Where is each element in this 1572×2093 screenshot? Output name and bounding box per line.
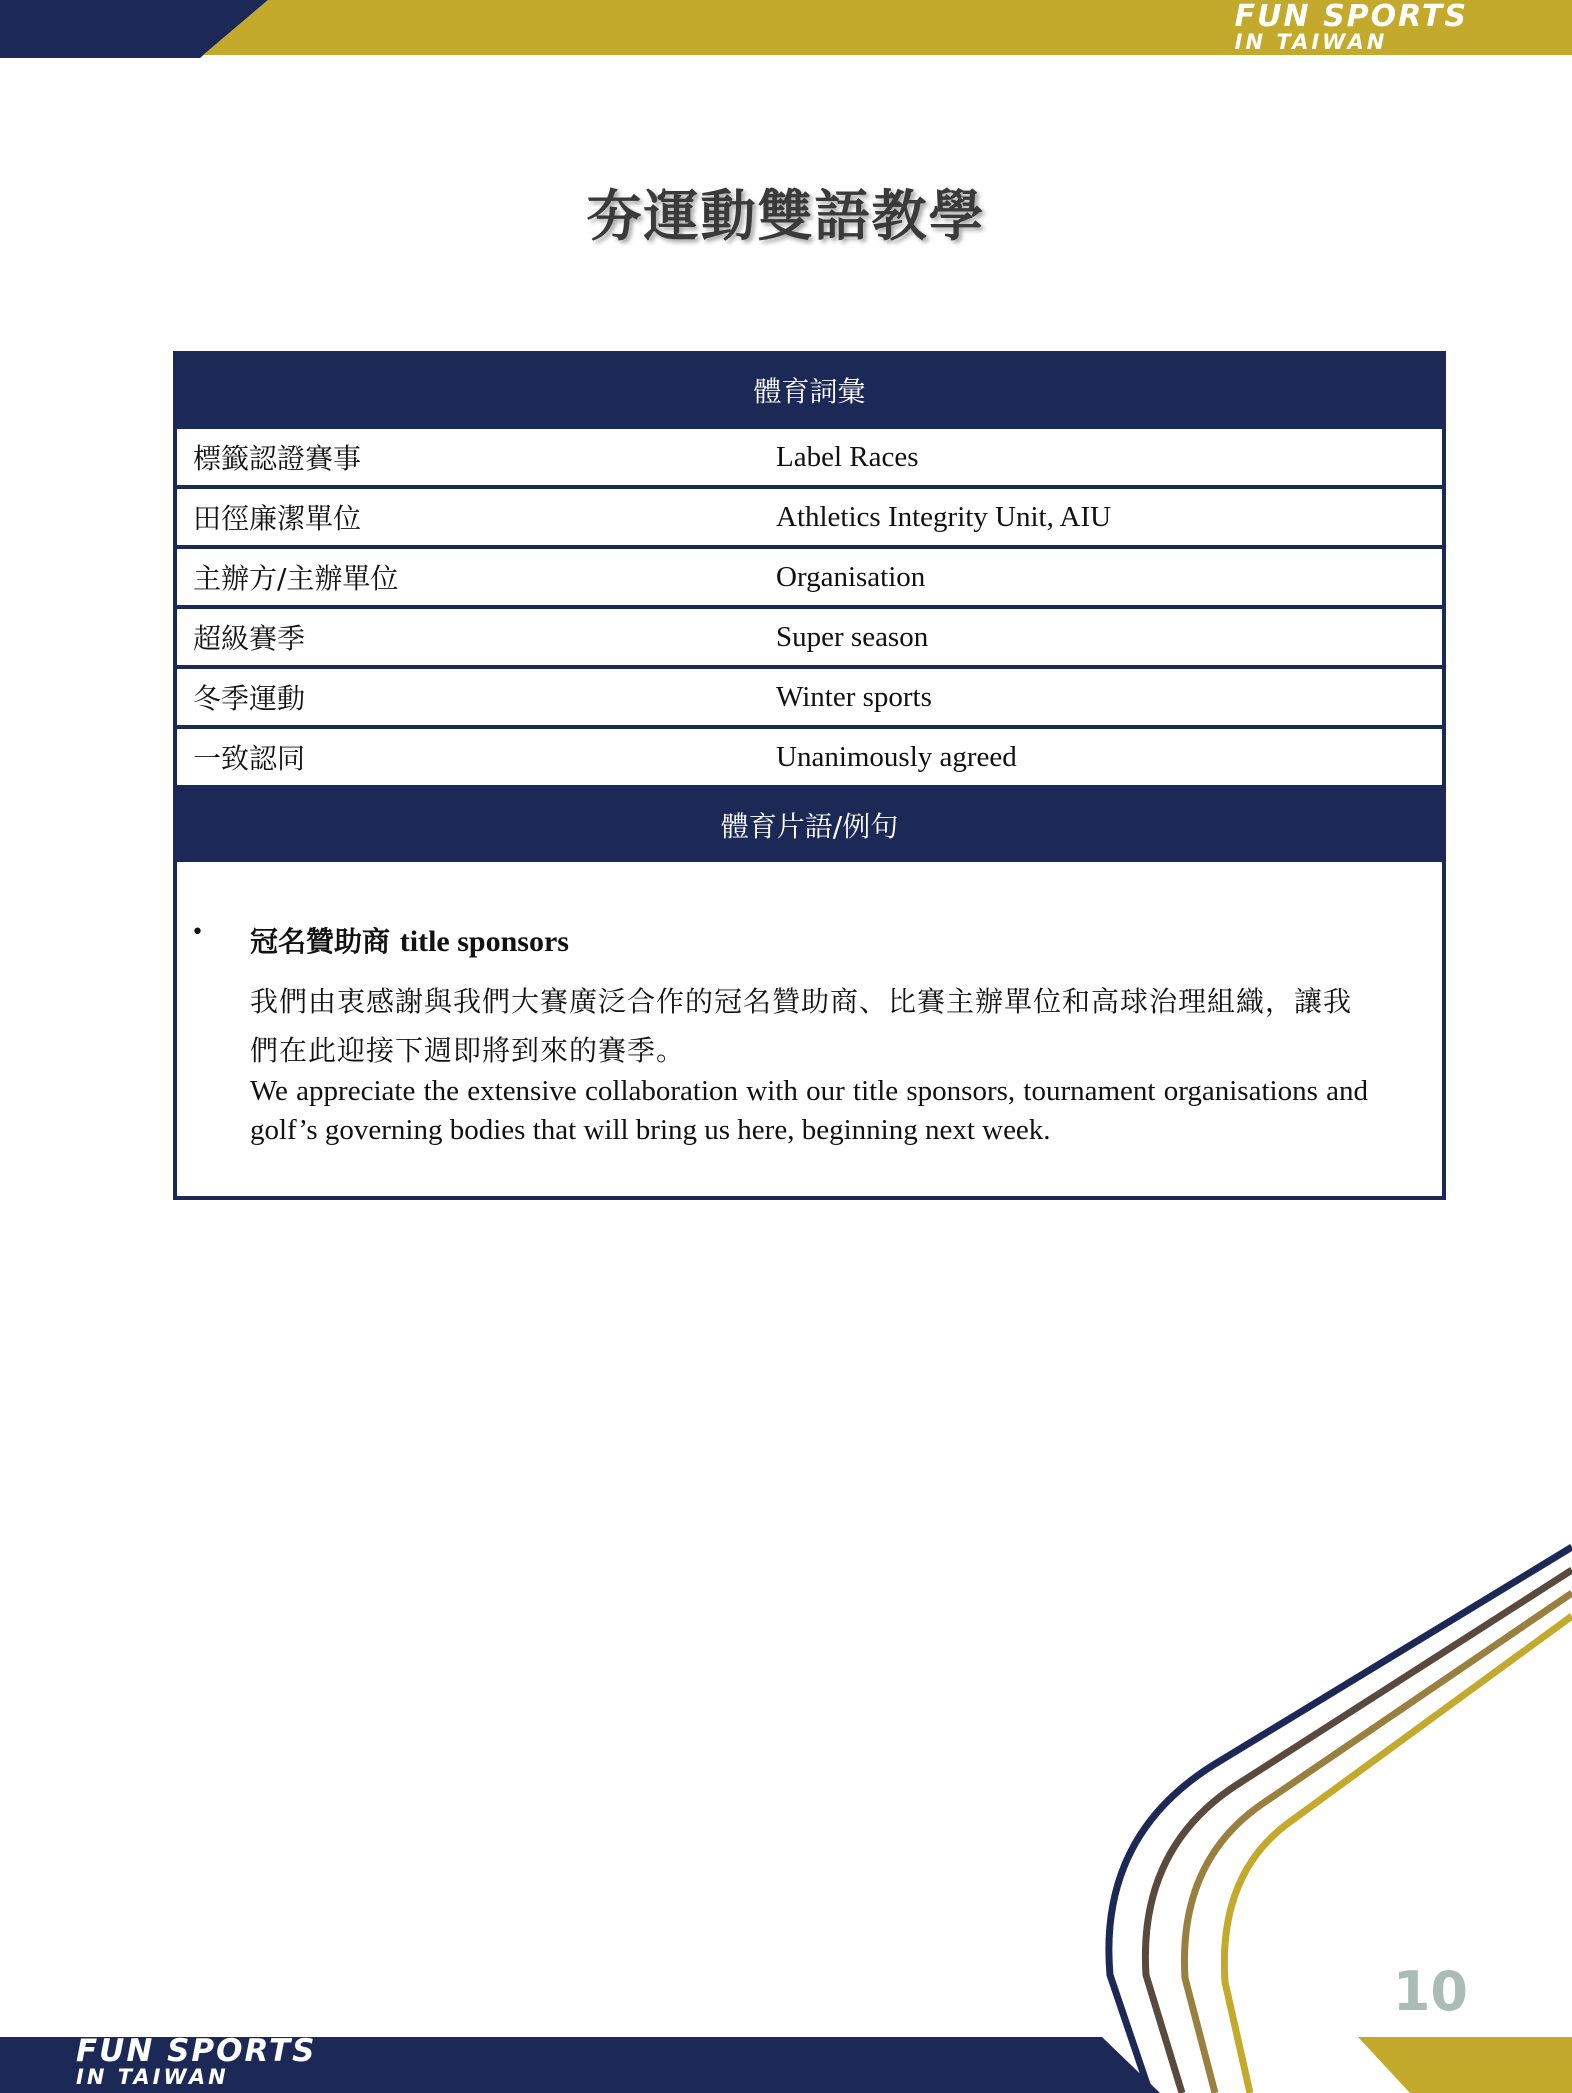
- vocab-en: Athletics Integrity Unit, AIU: [768, 487, 1444, 547]
- logo-line1: FUN SPORTS: [1234, 0, 1468, 34]
- page-title: 夯運動雙語教學: [586, 184, 986, 248]
- vocab-en: Super season: [768, 607, 1444, 667]
- page-number: 10: [1392, 1960, 1468, 2023]
- vocab-en: Label Races: [768, 427, 1444, 487]
- vocab-zh: 標籤認證賽事: [175, 427, 768, 487]
- vocab-zh: 超級賽季: [175, 607, 768, 667]
- vocab-zh: 主辦方/主辦單位: [175, 547, 768, 607]
- example-zh: 我們由衷感謝與我們大賽廣泛合作的冠名贊助商、比賽主辦單位和高球治理組織，讓我們在此迎接下週即將到來的賽季。: [250, 985, 1353, 1067]
- logo-line1: FUN SPORTS: [76, 2033, 317, 2069]
- vocab-en: Winter sports: [768, 667, 1444, 727]
- logo-line2: IN TAIWAN: [1234, 30, 1388, 54]
- phrase-title-zh: 冠名贊助商: [250, 925, 391, 958]
- vocab-en: Unanimously agreed: [768, 727, 1444, 787]
- vocab-zh: 田徑廉潔單位: [175, 487, 768, 547]
- phrases-header: 體育片語/例句: [177, 792, 1442, 862]
- vocab-zh: 一致認同: [175, 727, 768, 787]
- vocab-en: Organisation: [768, 547, 1444, 607]
- bullet-icon: •: [191, 920, 204, 945]
- logo-line2: IN TAIWAN: [76, 2065, 229, 2089]
- vocab-zh: 冬季運動: [175, 667, 768, 727]
- footer-logo: [76, 2033, 317, 2089]
- vocab-header: 體育詞彙: [175, 353, 1444, 427]
- example-en: We appreciate the extensive collaboration with our title sponsors, tournament organisations and golf’s governing bodies that will bring us here, beginning next week.: [250, 1075, 1368, 1146]
- phrase-title-en: title sponsors: [399, 925, 569, 958]
